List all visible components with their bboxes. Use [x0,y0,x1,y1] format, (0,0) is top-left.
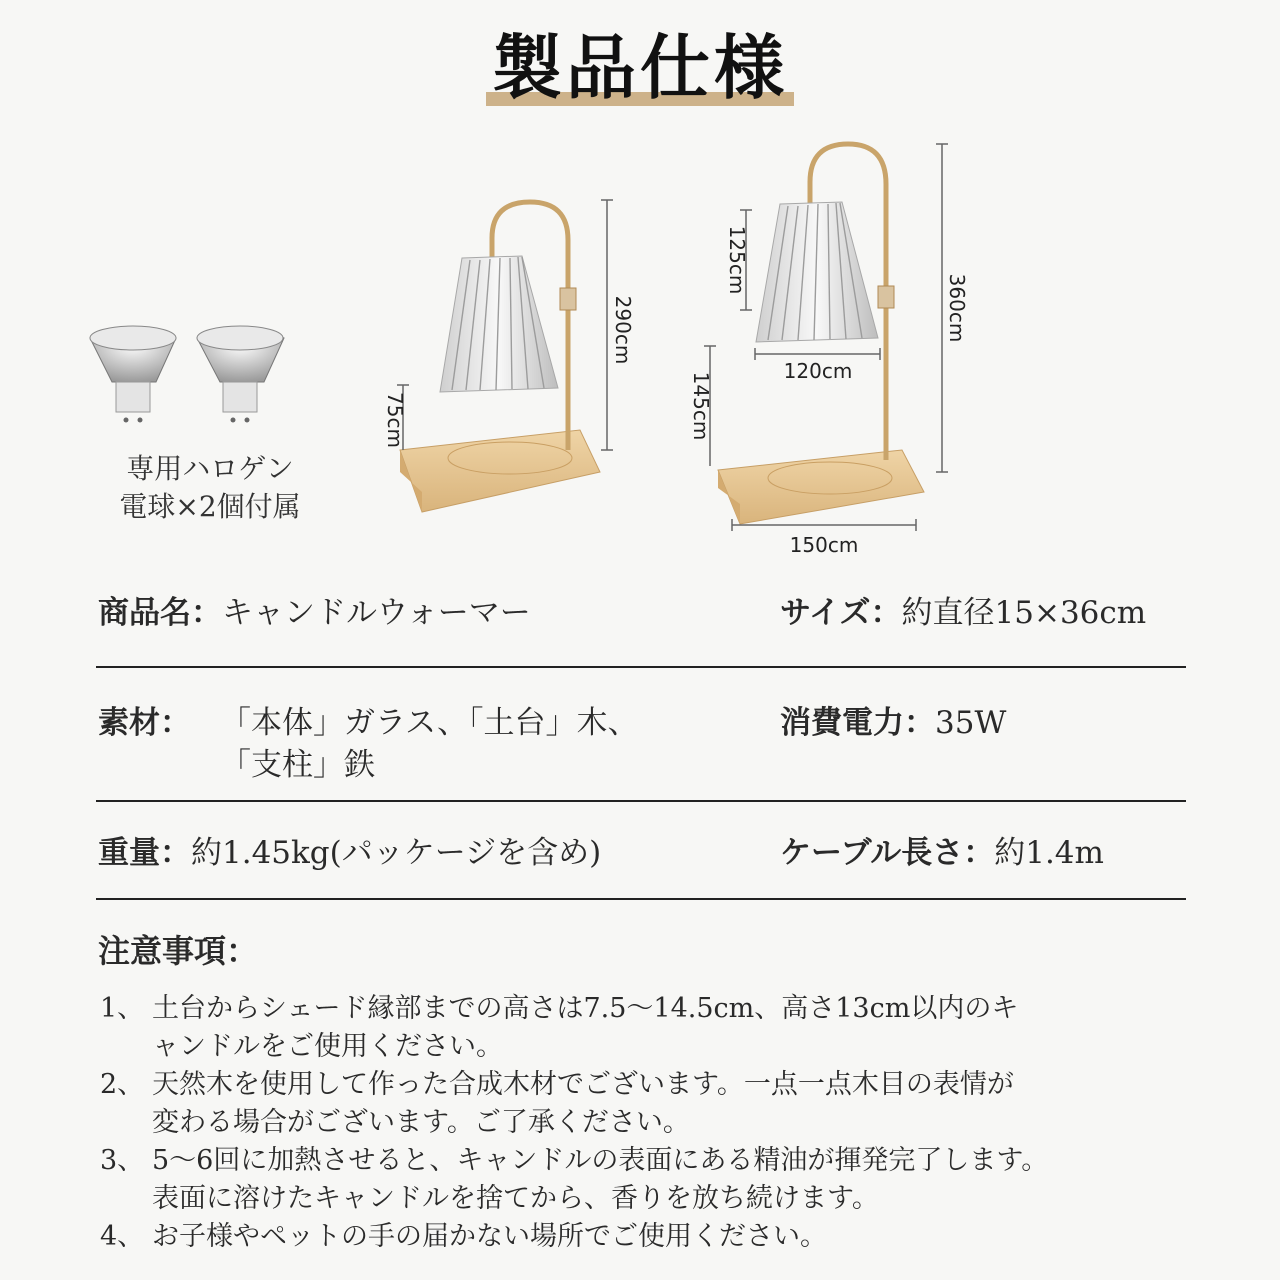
dim-small-height: 290cm [611,295,635,365]
bulb-caption [100,450,320,526]
note-text [152,990,1250,1066]
title-area [0,28,1280,108]
spec-value: キャンドルウォーマー [222,595,531,631]
note-line: 土台からシェード縁部までの高さは7.5〜14.5cm、高さ13cm以内のキ [152,993,1019,1024]
halogen-bulb-icon [90,326,176,423]
spec-value: 約1.45kg(パッケージを含め) [191,835,602,871]
spec-row-1 [96,592,1186,642]
note-line: 天然木を使用して作った合成木材でございます。一点一点木目の表情が [152,1069,1014,1100]
product-figure [60,120,1220,580]
note-text [152,1218,1250,1256]
dim-large-height: 360cm [945,273,969,343]
spec-label: ケーブル長さ： [780,835,995,871]
spec-value: 35W [935,705,1007,741]
spec-weight [98,832,601,874]
spec-label: 素材： [98,705,191,741]
spec-cable-length [780,832,1104,874]
bulb-caption-line2: 電球×2個付属 [119,490,301,523]
note-item [100,1218,1250,1256]
notes-title: 注意事項： [98,932,259,970]
note-number: 2、 [100,1069,145,1100]
halogen-bulb-icon [197,326,284,423]
spec-size [780,592,1146,634]
note-number: 1、 [100,993,145,1024]
note-text [152,1066,1250,1142]
spec-material-value [220,702,639,786]
small-lamp-illustration [397,200,613,512]
note-item [100,1066,1250,1142]
spec-value-line1: 「本体」ガラス、「土台」木、 [220,705,639,741]
spec-power [780,702,1006,744]
page-title [486,28,794,108]
spec-value: 約直径15×36cm [901,595,1147,631]
note-item [100,990,1250,1066]
note-text [152,1142,1250,1218]
bulb-caption-line1: 専用ハロゲン [126,452,294,485]
note-line: 表面に溶けたキャンドルを捨てから、香りを放ち続けます。 [152,1183,879,1214]
note-line: ャンドルをご使用ください。 [152,1031,503,1062]
notes-list [100,990,1250,1256]
spec-material [98,702,191,744]
note-line: 5〜6回に加熱させると、キャンドルの表面にある精油が揮発完了します。 [152,1145,1049,1176]
large-lamp-illustration [704,144,948,531]
note-line: 変わる場合がございます。ご了承ください。 [152,1107,690,1138]
dim-shade-height: 125cm [725,225,749,295]
spec-label: 消費電力： [780,705,935,741]
page-title-text: 製品仕様 [492,27,788,109]
dim-large-base-gap: 145cm [689,371,713,441]
dim-small-base-gap: 75cm [383,392,407,448]
spec-row-3 [96,832,1186,882]
spec-product-name [98,592,531,634]
dim-base-width: 150cm [789,533,859,557]
spec-label: 商品名： [98,595,222,631]
divider [96,666,1186,668]
spec-value: 約1.4m [994,835,1104,871]
spec-label: 重量： [98,835,191,871]
spec-row-2 [96,702,1186,782]
spec-value-line2: 「支柱」鉄 [220,747,375,783]
dim-shade-width: 120cm [783,359,853,383]
divider [96,800,1186,802]
spec-label: サイズ： [780,595,902,631]
note-line: お子様やペットの手の届かない場所でご使用ください。 [152,1221,827,1252]
note-number: 4、 [100,1221,145,1252]
divider [96,898,1186,900]
note-number: 3、 [100,1145,145,1176]
note-item [100,1142,1250,1218]
